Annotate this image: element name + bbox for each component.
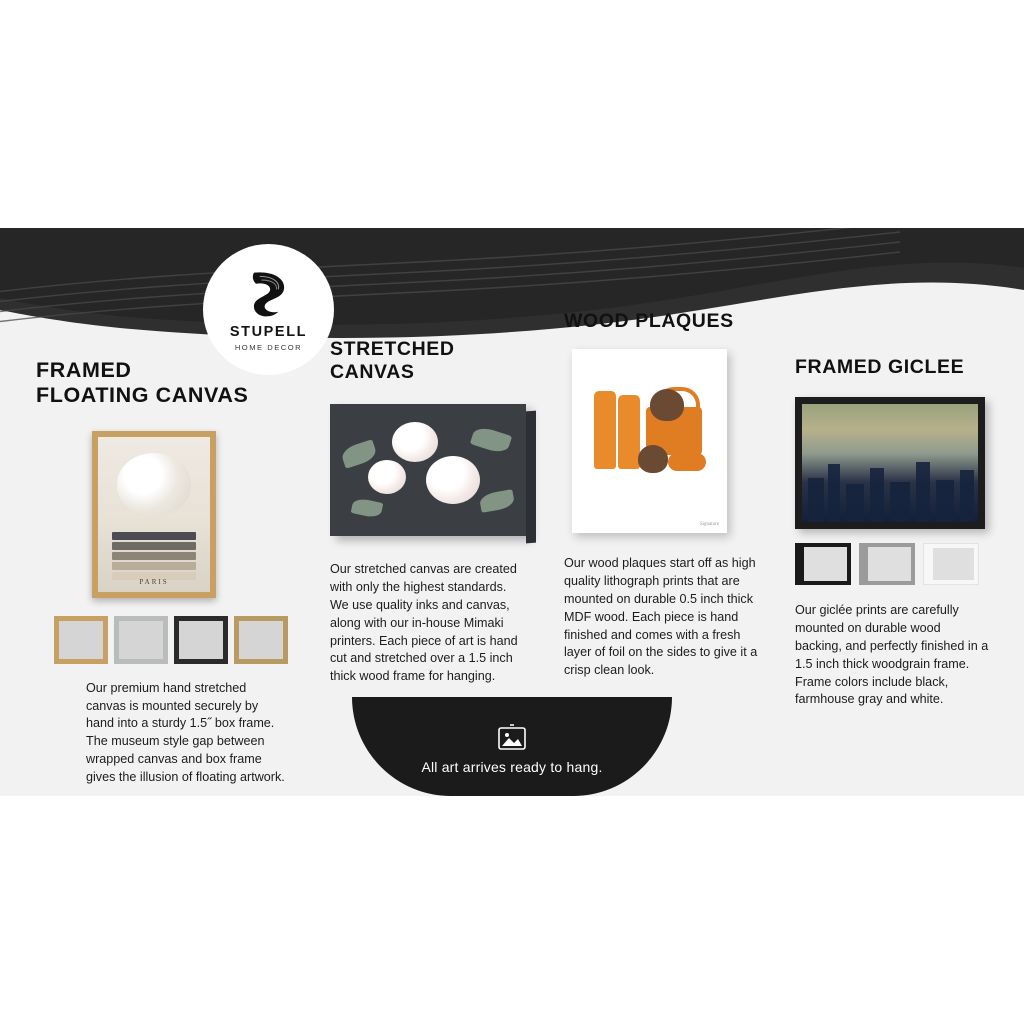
framed-picture-icon — [495, 723, 529, 753]
brand-logo-badge — [203, 244, 334, 375]
product-types-panel — [0, 228, 1024, 796]
flower-graphic — [368, 460, 406, 494]
framed-giclee-artwork — [795, 397, 985, 529]
swatch-silver — [114, 616, 168, 664]
brand-name: STUPELL — [229, 324, 308, 341]
giclee-frame-color-options — [795, 543, 995, 585]
leaf-graphic — [351, 497, 384, 519]
column-body-framed-floating-canvas: Our premium hand stretched canvas is mounted securely by hand into a sturdy 1.5˝ box frame. The museum style gap between wrapped canvas and box frame gives the illusion of floating artwork. — [86, 680, 285, 785]
puppy-graphic — [638, 445, 668, 473]
column-framed-giclee — [795, 228, 995, 709]
column-title-framed-giclee: FRAMED GICLEE — [795, 356, 965, 378]
wood-plaque-artwork — [572, 349, 727, 533]
swatch-gold — [54, 616, 108, 664]
book-stack-graphic — [112, 532, 196, 574]
canvas-side-edge — [526, 411, 536, 544]
footer-arc — [352, 697, 672, 796]
boot-graphic — [594, 391, 616, 469]
boot-graphic — [618, 395, 640, 469]
column-title-line1: FRAMED — [36, 358, 132, 382]
flower-graphic — [426, 456, 480, 504]
stretched-canvas-artwork — [330, 404, 526, 536]
column-title-stretched-canvas — [330, 338, 540, 384]
artwork-caption: PARIS — [139, 577, 169, 586]
framed-floating-canvas-artwork — [92, 431, 216, 598]
frame-chip-farmhouse-gray — [859, 543, 915, 585]
bouquet-graphic — [117, 453, 191, 515]
column-title-line2: FLOATING CANVAS — [36, 383, 249, 408]
puppy-graphic — [650, 389, 684, 421]
column-body-wood-plaques: Our wood plaques start off as high quality lithograph prints that are mounted on durable 0.5 inch thick MDF wood. Each piece is hand finished and comes with a fresh layer of foil on the sides to give it a crisp clean look. — [564, 556, 758, 678]
leaf-graphic — [470, 425, 512, 456]
column-body-stretched-canvas: Our stretched canvas are created with only the highest standards. We use quality inks and canvas, along with our in-house Mimaki printers. Each piece of art is hand cut and stretched over a 1.5 inch thick wood frame for hanging. — [330, 562, 518, 684]
scarf-graphic — [668, 453, 706, 471]
column-stretched-canvas — [330, 228, 540, 686]
leaf-graphic — [479, 489, 516, 513]
frame-color-swatches — [54, 616, 288, 664]
column-wood-plaques — [564, 228, 764, 680]
flower-graphic — [392, 422, 438, 462]
column-title-line1: STRETCHED — [330, 338, 455, 360]
column-title-wood-plaques: WOOD PLAQUES — [564, 310, 734, 332]
column-body-framed-giclee: Our giclée prints are carefully mounted on durable wood backing, and perfectly finished in a 1.5 inch thick woodgrain frame. Frame colors include black, farmhouse gray and white. — [795, 603, 989, 707]
column-title-line2: CANVAS — [330, 361, 415, 383]
stupell-swan-logo-icon — [241, 267, 297, 323]
footer-text: All art arrives ready to hang. — [421, 759, 603, 775]
swatch-black — [174, 616, 228, 664]
swatch-bronze — [234, 616, 288, 664]
artwork-signature: Signature — [699, 522, 719, 527]
brand-tagline: HOME DECOR — [234, 342, 303, 352]
frame-chip-white — [923, 543, 979, 585]
frame-chip-black — [795, 543, 851, 585]
